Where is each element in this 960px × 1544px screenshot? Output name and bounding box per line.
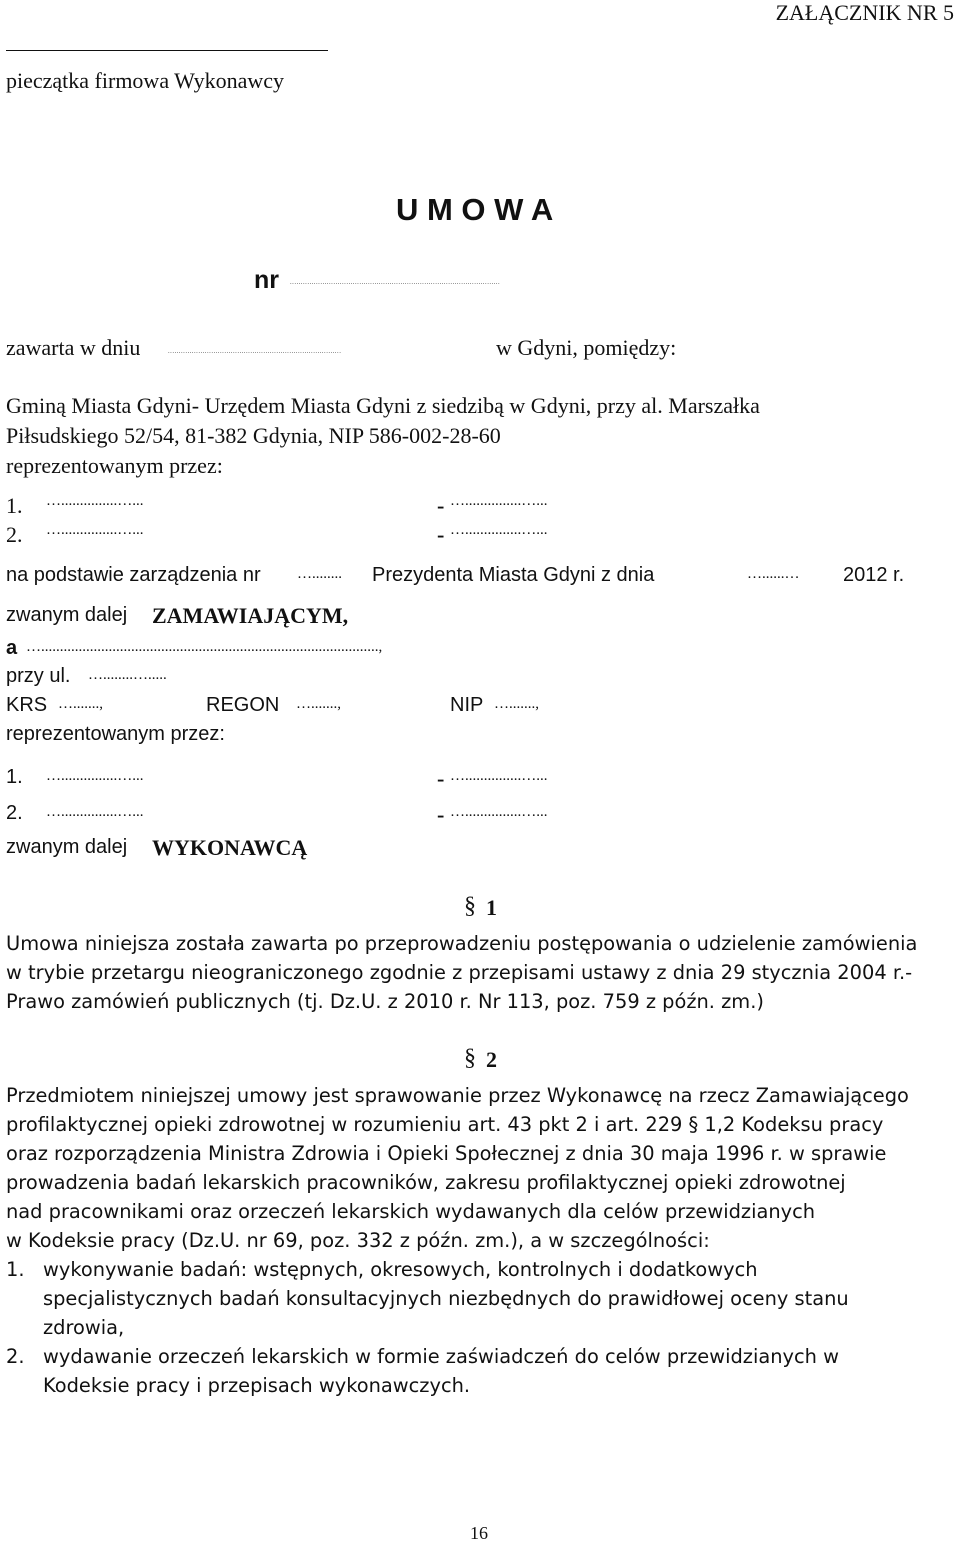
party2-called-name: WYKONAWCĄ	[152, 835, 308, 860]
section1-text	[6, 929, 958, 1016]
list-item	[6, 1342, 958, 1400]
party2-nip-label: NIP	[450, 694, 484, 716]
intro-suffix: w Gdyni, pomiędzy:	[496, 335, 677, 360]
paragraph-line: Prawo zamówień publicznych (tj. Dz.U. z 2010 r. Nr 113, poz. 759 z późn. zm.)	[6, 990, 764, 1013]
party2-represented: reprezentowanym przez:	[6, 723, 225, 745]
list-item-line: wydawanie orzeczeń lekarskich w formie zaświadczeń do celów przewidzianych w	[43, 1345, 839, 1368]
party2-rep1-num: 1.	[6, 766, 23, 788]
party1-rep2-name: …...............…...	[46, 522, 144, 538]
paragraph-line: w Kodeksie pracy (Dz.U. nr 69, poz. 332 z późn. zm.), a w szczególności:	[6, 1229, 710, 1252]
party2-a-dots: …..........................................................................................,	[26, 639, 383, 655]
party2-krs-label: KRS	[6, 694, 48, 716]
list-item	[6, 1255, 958, 1342]
list-item-line: zdrowia,	[43, 1316, 125, 1339]
stamp-line	[6, 50, 328, 51]
section2-text	[6, 1081, 958, 1255]
list-item-number: 1.	[6, 1258, 25, 1281]
intro-prefix: zawarta w dniu	[6, 335, 141, 360]
party1-rep1-name: …...............…...	[46, 493, 144, 509]
list-item-number: 2.	[6, 1345, 25, 1368]
party1-basis-dots2: …......…	[747, 566, 800, 582]
party2-rep2-num: 2.	[6, 802, 23, 824]
party1-basis-prefix: na podstawie zarządzenia nr	[6, 564, 261, 586]
party2-regon-label: REGON	[206, 694, 280, 716]
party1-called-prefix: zwanym dalej	[6, 604, 128, 626]
party1-rep1-dash: -	[437, 493, 445, 518]
party1-basis-mid: Prezydenta Miasta Gdyni z dnia	[372, 564, 655, 586]
party2-called-prefix: zwanym dalej	[6, 836, 128, 858]
party1-rep2-role: …...............…...	[450, 522, 548, 538]
page-number: 16	[470, 1523, 488, 1543]
contract-number-dots: .................................................................................................	[290, 280, 501, 286]
stamp-label: pieczątka firmowa Wykonawcy	[6, 68, 285, 93]
paragraph-line: Umowa niniejsza została zawarta po przeprowadzeniu postępowania o udzielenie zamówienia	[6, 932, 918, 955]
party2-street-dots: …........….....	[88, 667, 167, 683]
list-item-line: specjalistycznych badań konsultacyjnych niezbędnych do prawidłowej oceny stanu	[43, 1287, 849, 1310]
section1-number: 1	[486, 895, 497, 920]
document-title: U M O W A	[396, 192, 554, 227]
party1-rep2-num: 2.	[6, 522, 23, 547]
contract-number-label: nr	[254, 266, 279, 294]
party2-street-label: przy ul.	[6, 665, 71, 687]
party2-nip-dots: ….......,	[494, 696, 539, 712]
attachment-label: ZAŁĄCZNIK NR 5	[775, 0, 954, 25]
party1-rep2-dash: -	[437, 522, 445, 547]
section2-number: 2	[486, 1047, 497, 1072]
party1-line3: reprezentowanym przez:	[6, 453, 223, 478]
party2-a-label: a	[6, 637, 18, 659]
section1-paragraph-icon: §	[464, 893, 476, 919]
paragraph-line: nad pracownikami oraz orzeczeń lekarskich wydawanych dla celów przewidzianych	[6, 1200, 816, 1223]
party2-krs-dots: ….......,	[58, 696, 103, 712]
intro-date-dots: ................................................................................	[168, 349, 342, 355]
party2-rep1-role: …...............…...	[450, 768, 548, 784]
party2-rep2-role: …...............…...	[450, 804, 548, 820]
party2-rep2-dash: -	[437, 802, 445, 827]
party2-rep1-name: …...............…...	[46, 768, 144, 784]
paragraph-line: Przedmiotem niniejszej umowy jest sprawowanie przez Wykonawcę na rzecz Zamawiającego	[6, 1084, 909, 1107]
party1-line1: Gminą Miasta Gdyni- Urzędem Miasta Gdyni z siedzibą w Gdyni, przy al. Marszałka	[6, 393, 760, 418]
section2-paragraph-icon: §	[464, 1045, 476, 1071]
paragraph-line: oraz rozporządzenia Ministra Zdrowia i Opieki Społecznej z dnia 30 maja 1996 r. w sprawie	[6, 1142, 887, 1165]
paragraph-line: profilaktycznej opieki zdrowotnej w rozumieniu art. 43 pkt 2 i art. 229 § 1,2 Kodeksu pracy	[6, 1113, 884, 1136]
party1-basis-dots1: …........	[297, 566, 342, 582]
list-item-line: Kodeksie pracy i przepisach wykonawczych.	[43, 1374, 471, 1397]
paragraph-line: prowadzenia badań lekarskich pracowników, zakresu profilaktycznej opieki zdrowotnej	[6, 1171, 846, 1194]
section2-list	[6, 1255, 958, 1400]
paragraph-line: w trybie przetargu nieograniczonego zgodnie z przepisami ustawy z dnia 29 stycznia 2004 r.-	[6, 961, 913, 984]
party2-regon-dots: ….......,	[296, 696, 341, 712]
party2-rep2-name: …...............…...	[46, 804, 144, 820]
party1-called-name: ZAMAWIAJĄCYM,	[152, 603, 349, 628]
party1-line2: Piłsudskiego 52/54, 81-382 Gdynia, NIP 586-002-28-60	[6, 423, 501, 448]
party2-rep1-dash: -	[437, 766, 445, 791]
party1-rep1-num: 1.	[6, 493, 23, 518]
list-item-line: wykonywanie badań: wstępnych, okresowych, kontrolnych i dodatkowych	[43, 1258, 758, 1281]
party1-rep1-role: …...............…...	[450, 493, 548, 509]
party1-basis-year: 2012 r.	[843, 564, 905, 586]
